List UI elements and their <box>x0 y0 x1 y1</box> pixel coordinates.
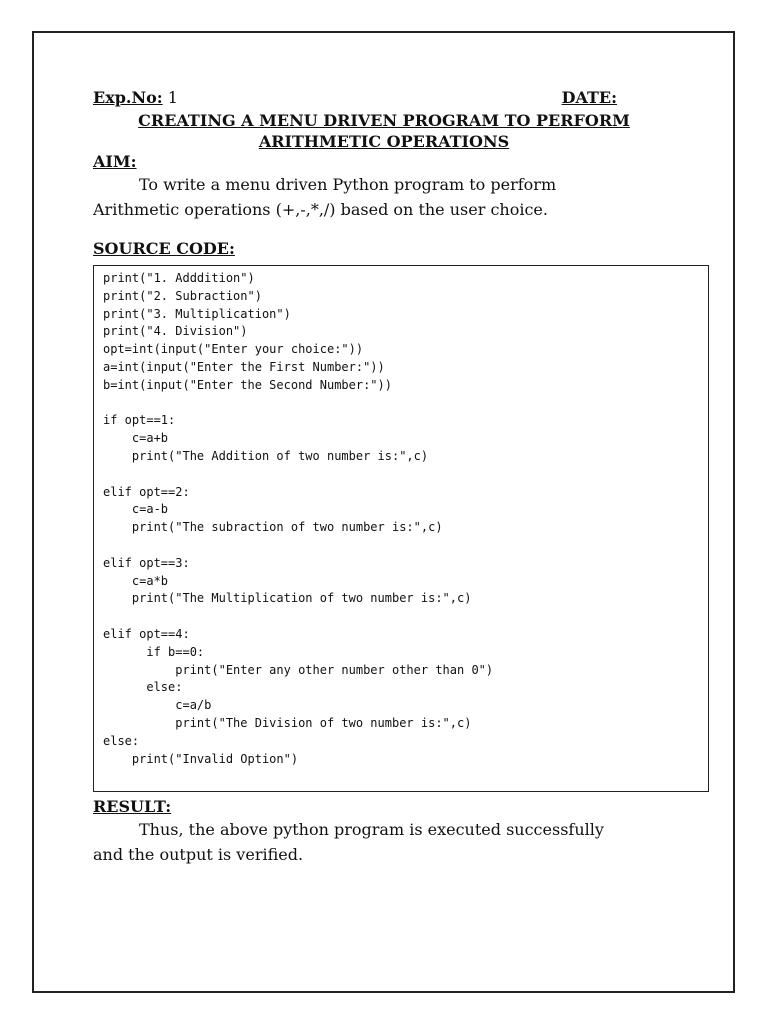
aim-line-1-text: To write a menu driven Python program to perform <box>139 175 557 194</box>
exp-no <box>93 88 178 107</box>
exp-no-value: 1 <box>167 88 178 107</box>
document-title <box>93 110 675 152</box>
title-line-1: CREATING A MENU DRIVEN PROGRAM TO PERFORM <box>138 111 630 130</box>
result-line-2: and the output is verified. <box>93 845 304 864</box>
source-code-heading: SOURCE CODE: <box>93 239 235 258</box>
source-code-listing: print("1. Adddition") print("2. Subraction") print("3. Multiplication") print("4. Division") opt=int(input("Enter your choice:")) a=int(input("Enter the First Number:")) b=int(input("Enter the Second Number:")) if opt==1: c=a+b print("The Addition of two number is:",c) elif opt==2: c=a-b print("The subraction of two number is:",c) elif opt==3: c=a*b print("The Multiplication of two number is:",c) elif opt==4: if b==0: print("Enter any other number other than 0") else: c=a/b print("The Division of two number is:",c) else: print("Invalid Option") <box>103 271 494 766</box>
result-line-1 <box>93 817 683 842</box>
aim-heading: AIM: <box>93 152 137 171</box>
title-line-2: ARITHMETIC OPERATIONS <box>258 132 510 151</box>
result-line-1-text: Thus, the above python program is executed successfully <box>139 820 604 839</box>
result-heading: RESULT: <box>93 797 172 816</box>
result-paragraph <box>93 817 683 867</box>
aim-paragraph <box>93 172 683 222</box>
aim-line-1 <box>93 172 683 197</box>
date-label: DATE: <box>561 88 617 107</box>
aim-line-2: Arithmetic operations (+,-,*,/) based on the user choice. <box>93 200 548 219</box>
header-row <box>93 88 617 110</box>
exp-no-label: Exp.No: <box>93 88 163 107</box>
source-code-box <box>93 265 709 792</box>
